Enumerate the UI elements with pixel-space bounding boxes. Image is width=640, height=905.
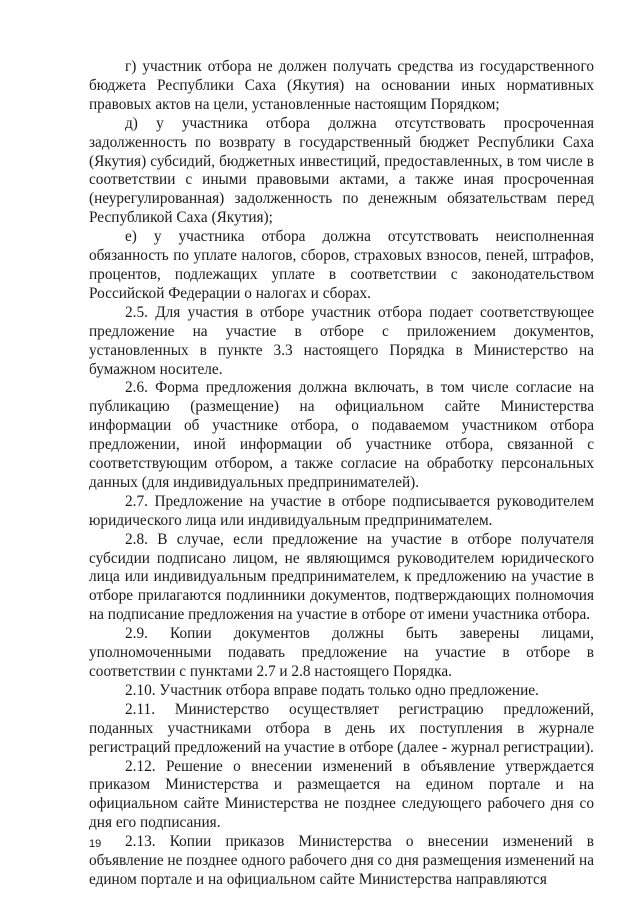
paragraph-2-8: 2.8. В случае, если предложение на участие в отборе получателя субсидии подписано лицом, не являющимся руководителем юридического лица или индивидуальным предпринимателем, к предложению на участие в отборе прилагаются подлинники документов, подтверждающих полномочия на подписание предложения на участие в отборе от имени участника отбора. bbox=[89, 530, 594, 624]
paragraph-clause-g: г) участник отбора не должен получать средства из государственного бюджета Республики Саха (Якутия) на основании иных нормативных правовых актов на цели, установленные настоящим Порядком; bbox=[89, 58, 594, 113]
paragraph-2-11: 2.11. Министерство осуществляет регистрацию предложений, поданных участниками отбора в день их поступления в журнале регистраций предложений на участие в отборе (далее - журнал регистрации). bbox=[89, 700, 594, 756]
paragraph-clause-e: е) у участника отбора должна отсутствовать неисполненная обязанность по уплате налогов, сборов, страховых взносов, пеней, штрафов, процентов, подлежащих уплате в соответствии с законодательством Российской Федерации о налогах и сборах. bbox=[89, 228, 594, 302]
paragraph-clause-d: д) у участника отбора должна отсутствовать просроченная задолженность по возврату в государственный бюджет Республики Саха (Якутия) субсидий, бюджетных инвестиций, предоставленных, в том числе в соответствии с иными правовыми актами, а также иная просроченная (неурегулированная) задолженность по денежным обязательствам перед Республикой Саха (Якутия); bbox=[89, 114, 594, 227]
page-number: 19 bbox=[89, 838, 102, 850]
paragraph-2-10: 2.10. Участник отбора вправе подать только одно предложение. bbox=[125, 681, 539, 699]
paragraph-2-5: 2.5. Для участия в отборе участник отбора подает соответствующее предложение на участие в отборе с приложением документов, установленных в пункте 3.3 настоящего Порядка в Министерство на бумажном носителе. bbox=[89, 303, 594, 378]
paragraph-2-7: 2.7. Предложение на участие в отборе подписывается руководителем юридического лица или индивидуальным предпринимателем. bbox=[89, 492, 594, 529]
document-body bbox=[89, 58, 594, 890]
paragraph-2-6: 2.6. Форма предложения должна включать, в том числе согласие на публикацию (размещение) на официальном сайте Министерства информации об участнике отбора, о подаваемом участником отбора предложении, иной информации об участнике отбора, связанной с соответствующим отбором, а также согласие на обработку персональных данных (для индивидуальных предпринимателей). bbox=[89, 379, 594, 491]
paragraph-2-13: 2.13. Копии приказов Министерства о внесении изменений в объявление не позднее одного рабочего дня со дня размещения изменений на едином портале и на официальном сайте Министерства направляются bbox=[89, 833, 594, 888]
paragraph-2-9: 2.9. Копии документов должны быть заверены лицами, уполномоченными подавать предложение на участие в отборе в соответствии с пунктами 2.7 и 2.8 настоящего Порядка. bbox=[89, 625, 594, 680]
paragraph-2-12: 2.12. Решение о внесении изменений в объявление утверждается приказом Министерства и размещается на едином портале и на официальном сайте Министерства не позднее следующего рабочего дня со дня его подписания. bbox=[89, 757, 594, 832]
